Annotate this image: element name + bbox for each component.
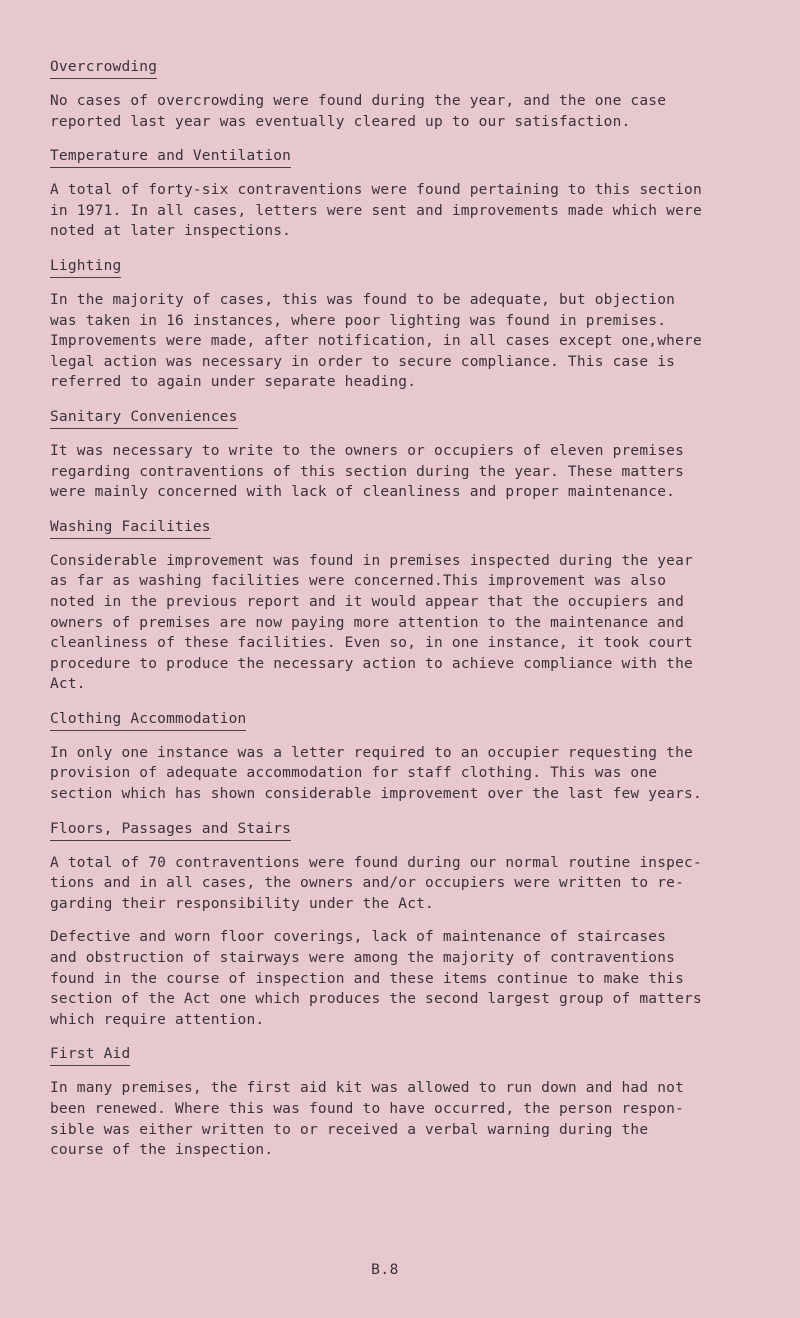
section-paragraph: Defective and worn floor coverings, lack of maintenance of staircases and obstruction of stairways were among the majority of contraventions found in the course of inspection and these items continue to make this section of the Act one which produces the second largest group of matters which require attention. — [50, 929, 702, 1028]
section-heading: Temperature and Ventilation — [50, 146, 291, 168]
section-overcrowding — [50, 56, 780, 132]
section-paragraph: It was necessary to write to the owners or occupiers of eleven premises regarding contraventions of this section during the year. These matters were mainly concerned with lack of cleanliness and proper maintenance. — [50, 442, 685, 501]
section-paragraph: No cases of overcrowding were found during the year, and the one case reported last year was eventually cleared up to our satisfaction. — [50, 93, 667, 130]
section-paragraph: In the majority of cases, this was found to be adequate, but objection was taken in 16 instances, where poor lighting was found in premises. Improvements were made, after notification, in all cases except one,where legal action was necessary in order to secure compliance. This case is referred to again under separate heading. — [50, 291, 702, 391]
section-first-aid — [50, 1043, 780, 1160]
section-paragraph: A total of forty-six contraventions were found pertaining to this section in 1971. In all cases, letters were sent and improvements made which were noted at later inspections. — [50, 182, 702, 240]
document-page — [50, 56, 780, 1174]
section-paragraph: In many premises, the first aid kit was allowed to run down and had not been renewed. Where this was found to have occurred, the person respon- sible was either written to or received a verbal warning during the course of the inspection. — [50, 1080, 685, 1159]
section-heading: First Aid — [50, 1044, 130, 1066]
section-temperature-ventilation — [50, 145, 780, 242]
section-lighting — [50, 255, 780, 393]
section-sanitary-conveniences — [50, 406, 780, 503]
section-paragraph: In only one instance was a letter required to an occupier requesting the provision of adequate accommodation for staff clothing. This was one section which has shown considerable improvement over the last few years. — [50, 744, 702, 803]
page-number: B.8 — [371, 1262, 399, 1278]
section-heading: Sanitary Conveniences — [50, 407, 238, 429]
section-heading: Lighting — [50, 256, 121, 278]
section-clothing-accommodation — [50, 708, 780, 805]
section-washing-facilities — [50, 516, 780, 695]
page-footer — [0, 1262, 800, 1278]
section-heading: Floors, Passages and Stairs — [50, 819, 291, 841]
section-paragraph: A total of 70 contraventions were found during our normal routine inspec- tions and in all cases, the owners and/or occupiers were written to re- garding their responsibility under the Act. — [50, 854, 702, 912]
section-paragraph: Considerable improvement was found in premises inspected during the year as far as washing facilities were concerned.This improvement was also noted in the previous report and it would appear that the occupiers and owners of premises are now paying more attention to the maintenance and cleanliness of these facilities. Even so, in one instance, it took court procedure to produce the necessary action to achieve compliance with the Act. — [50, 552, 693, 693]
section-heading: Clothing Accommodation — [50, 709, 246, 731]
section-floors-passages-stairs — [50, 818, 780, 1031]
section-heading: Washing Facilities — [50, 517, 211, 539]
section-heading: Overcrowding — [50, 57, 157, 79]
